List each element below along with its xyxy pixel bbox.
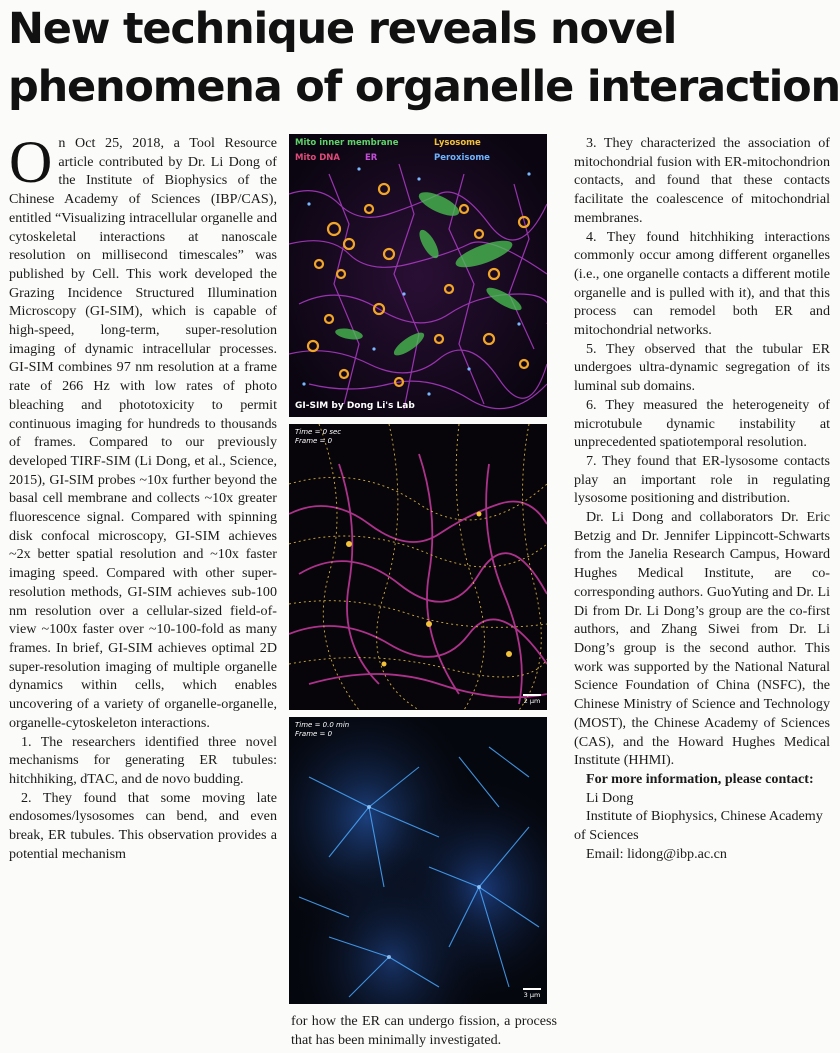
intro-paragraph bbox=[9, 129, 277, 733]
image-credit: GI-SIM by Dong Li's Lab bbox=[295, 401, 415, 411]
headline bbox=[8, 0, 840, 116]
article-column-left bbox=[9, 129, 277, 863]
finding-4: 4. They found hitchhiking interactions commonly occur among different organelles (i.e., one organelle contacts a different motile organelle and is pulled with it), and that this process can remodel both ER and mitochondrial networks. bbox=[574, 228, 830, 339]
finding-2-continued: for how the ER can undergo fission, a process that has been minimally investigated. bbox=[291, 1013, 557, 1048]
microscopy-image-er-microtubules bbox=[289, 424, 547, 710]
scale-bar-blue bbox=[523, 988, 541, 999]
intro-text: n Oct 25, 2018, a Tool Resource article contributed by Dr. Li Dong of the Institute of Biophysics of the Chinese Academy of Sciences (IBP/CAS), entitled “Visualizing intracellular organelle and cytoskeletal interactions at nanoscale resolution on millisecond timescales” was published by Cell. This work developed the Grazing Incidence Structured Illumination Microscopy (GI-SIM), which is capable of high-speed, long-term, super-resolution imaging of dynamic intracellular processes. GI-SIM combines 97 nm resolution at a frame rate of 266 Hz with low rates of photo bleaching and phototoxicity to permit continuous imaging for hundreds to thousands of frames. Compared to our previously developed TIRF-SIM (Li Dong, et al., Science, 2015), GI-SIM probes ~10x further beyond the basal cell membrane and collects ~10x greater fluorescence signal. Compared with spinning disk confocal microscopy, GI-SIM achieves ~2x better spatial resolution and ~10x faster imaging speed. Compared with other super-resolution methods, GI-SIM achieves sub-100 nm resolution over a cellular-sized field-of-view ~100x faster over ~10-100-fold as many frames. In brief, GI-SIM achieves optimal 2D super-resolution imaging of multiple organelle dynamics within cells, which enables uncovering of a variety of organelle-organelle, organelle-cytoskeleton interactions. bbox=[9, 135, 277, 731]
contact-affiliation: Institute of Biophysics, Chinese Academy of Sciences bbox=[574, 808, 823, 844]
legend-mito-dna: Mito DNA bbox=[295, 153, 340, 163]
headline-line-2: phenomena of organelle interaction bbox=[8, 62, 840, 112]
authors-paragraph: Dr. Li Dong and collaborators Dr. Eric Betzig and Dr. Jennifer Lippincott-Schwarts from the Janelia Research Campus, Howard Hughes Medical Institute, are co-corresponding authors. GuoYuting and Dr. Li Di from Dr. Li Dong’s group are the co-first authors, and Zhang Siwei from Dr. Li Dong’s group is the second author. This work was supported by the National Natural Science Foundation of China (NSFC), the Chinese Ministry of Science and Technology (MOST), the Chinese Academy of Sciences (CAS), and the Howard Hughes Medical Institute (HHMI). bbox=[574, 509, 830, 769]
contact-email: Email: lidong@ibp.ac.cn bbox=[586, 845, 727, 862]
frame-label-blue: Frame = 0 bbox=[295, 730, 333, 738]
time-label: Time = 0 sec bbox=[295, 428, 342, 436]
headline-line-1: New technique reveals novel bbox=[8, 4, 677, 54]
article-column-right bbox=[574, 134, 830, 863]
scale-bar bbox=[523, 694, 541, 705]
scale-bar-label: 2 μm bbox=[523, 697, 541, 705]
microscopy-image-organelles bbox=[289, 134, 547, 417]
finding-3: 3. They characterized the association of mitochondrial fusion with ER-mitochondrion contacts, and found that these contacts facilitate the coalescence of mitochondrial membranes. bbox=[574, 135, 830, 226]
finding-7: 7. They found that ER-lysosome contacts play an important role in regulating lysosome positioning and distribution. bbox=[574, 452, 830, 507]
blue-cell-image bbox=[289, 717, 547, 1004]
legend-mito-inner-membrane: Mito inner membrane bbox=[295, 138, 399, 148]
drop-cap: O bbox=[9, 129, 53, 195]
legend-er: ER bbox=[365, 153, 378, 163]
time-frame-label-blue bbox=[295, 721, 349, 739]
microscopy-image-blue bbox=[289, 717, 547, 1004]
contact-name: Li Dong bbox=[586, 789, 634, 806]
legend-peroxisome: Peroxisome bbox=[434, 153, 490, 163]
frame-label: Frame = 0 bbox=[295, 437, 333, 445]
finding-1: 1. The researchers identified three novel mechanisms for generating ER tubules: hitchhiking, dTAC, and de novo budding. bbox=[9, 733, 277, 787]
contact-block bbox=[574, 770, 830, 864]
finding-2: 2. They found that some moving late endosomes/lysosomes can bend, and even break, ER tubules. This observation provides a potential mechanism bbox=[9, 789, 277, 862]
time-frame-label bbox=[295, 428, 341, 446]
finding-5: 5. They observed that the tubular ER undergoes ultra-dynamic segregation of its luminal sub domains. bbox=[574, 340, 830, 395]
legend-lysosome: Lysosome bbox=[434, 138, 481, 148]
finding-6: 6. They measured the heterogeneity of microtubule dynamic instability at unprecedented spatiotemporal resolution. bbox=[574, 396, 830, 451]
scale-bar-label-blue: 3 μm bbox=[523, 991, 541, 999]
time-label-blue: Time = 0.0 min bbox=[295, 721, 350, 729]
contact-heading: For more information, please contact: bbox=[586, 770, 814, 787]
er-microtubule-image bbox=[289, 424, 547, 710]
article-column-middle bbox=[291, 1012, 557, 1049]
organelle-image bbox=[289, 134, 547, 417]
